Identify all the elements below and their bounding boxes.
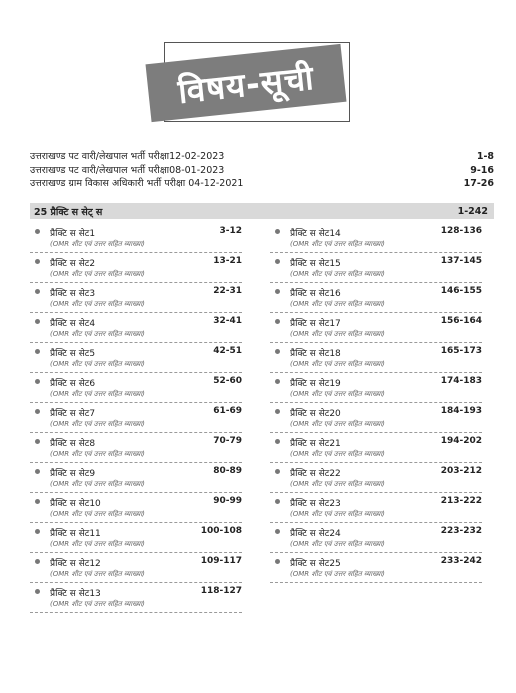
practice-set-pages: 128-136 [440, 226, 482, 236]
exam-pages: 17-26 [463, 178, 494, 189]
bullet-icon [35, 259, 40, 264]
practice-set-title: प्रैक्टि स सेट13 [50, 589, 101, 599]
practice-set-item[interactable] [270, 343, 482, 373]
practice-set-item[interactable] [30, 433, 242, 463]
practice-set-title: प्रैक्टि स सेट11 [50, 529, 101, 539]
practice-set-pages: 52-60 [213, 376, 242, 386]
practice-set-item[interactable] [30, 343, 242, 373]
practice-set-title: प्रैक्टि स सेट4 [50, 319, 96, 329]
practice-set-subtitle: (OMR शीट एवं उत्तर सहित व्याख्या) [50, 420, 145, 428]
practice-set-item[interactable] [270, 523, 482, 553]
practice-set-item[interactable] [270, 493, 482, 523]
practice-set-title: प्रैक्टि स सेट2 [50, 259, 96, 269]
practice-set-subtitle: (OMR शीट एवं उत्तर सहित व्याख्या) [290, 540, 385, 548]
practice-set-title: प्रैक्टि स सेट7 [50, 409, 96, 419]
bullet-icon [35, 409, 40, 414]
practice-set-title: प्रैक्टि स सेट24 [290, 529, 341, 539]
practice-set-title: प्रैक्टि स सेट16 [290, 289, 341, 299]
practice-set-item[interactable] [30, 583, 242, 613]
practice-set-item[interactable] [270, 313, 482, 343]
section-header [30, 203, 494, 219]
practice-set-title: प्रैक्टि स सेट17 [290, 319, 341, 329]
practice-set-title: प्रैक्टि स सेट3 [50, 289, 96, 299]
practice-set-pages: 13-21 [213, 256, 242, 266]
practice-set-subtitle: (OMR शीट एवं उत्तर सहित व्याख्या) [290, 480, 385, 488]
bullet-icon [275, 559, 280, 564]
practice-set-pages: 70-79 [213, 436, 242, 446]
practice-set-subtitle: (OMR शीट एवं उत्तर सहित व्याख्या) [50, 390, 145, 398]
practice-set-title: प्रैक्टि स सेट15 [290, 259, 341, 269]
practice-set-item[interactable] [30, 283, 242, 313]
bullet-icon [35, 439, 40, 444]
bullet-icon [35, 349, 40, 354]
bullet-icon [275, 529, 280, 534]
exam-pages: 9-16 [470, 164, 494, 176]
practice-set-pages: 233-242 [440, 556, 482, 566]
bullet-icon [35, 529, 40, 534]
practice-set-item[interactable] [270, 223, 482, 253]
practice-set-subtitle: (OMR शीट एवं उत्तर सहित व्याख्या) [290, 570, 385, 578]
practice-set-title: प्रैक्टि स सेट18 [290, 349, 341, 359]
practice-set-pages: 118-127 [200, 586, 242, 596]
bullet-icon [35, 319, 40, 324]
exam-pages: 1-8 [476, 151, 494, 162]
practice-set-title: प्रैक्टि स सेट12 [50, 559, 101, 569]
practice-set-title: प्रैक्टि स सेट5 [50, 349, 96, 359]
practice-set-title: प्रैक्टि स सेट22 [290, 469, 341, 479]
practice-set-pages: 174-183 [440, 376, 482, 386]
practice-set-subtitle: (OMR शीट एवं उत्तर सहित व्याख्या) [50, 270, 145, 278]
practice-set-title: प्रैक्टि स सेट1 [50, 229, 96, 239]
bullet-icon [275, 469, 280, 474]
practice-set-pages: 61-69 [213, 406, 242, 416]
practice-set-item[interactable] [270, 283, 482, 313]
practice-set-pages: 223-232 [440, 526, 482, 536]
practice-set-subtitle: (OMR शीट एवं उत्तर सहित व्याख्या) [50, 510, 145, 518]
practice-set-item[interactable] [270, 403, 482, 433]
bullet-icon [35, 229, 40, 234]
practice-set-title: प्रैक्टि स सेट6 [50, 379, 96, 389]
practice-set-subtitle: (OMR शीट एवं उत्तर सहित व्याख्या) [290, 240, 385, 248]
practice-set-item[interactable] [30, 403, 242, 433]
practice-set-pages: 165-173 [440, 346, 482, 356]
practice-set-subtitle: (OMR शीट एवं उत्तर सहित व्याख्या) [290, 510, 385, 518]
practice-set-subtitle: (OMR शीट एवं उत्तर सहित व्याख्या) [50, 360, 145, 368]
practice-set-subtitle: (OMR शीट एवं उत्तर सहित व्याख्या) [50, 540, 145, 548]
practice-set-title: प्रैक्टि स सेट25 [290, 559, 341, 569]
practice-set-pages: 194-202 [440, 436, 482, 446]
practice-set-subtitle: (OMR शीट एवं उत्तर सहित व्याख्या) [290, 330, 385, 338]
bullet-icon [275, 409, 280, 414]
practice-sets-right-column [270, 223, 482, 583]
practice-set-pages: 184-193 [440, 406, 482, 416]
bullet-icon [275, 499, 280, 504]
section-title: 25 प्रैक्टि स सेट् स [34, 206, 103, 218]
bullet-icon [275, 439, 280, 444]
practice-set-subtitle: (OMR शीट एवं उत्तर सहित व्याख्या) [50, 330, 145, 338]
bullet-icon [35, 499, 40, 504]
practice-set-subtitle: (OMR शीट एवं उत्तर सहित व्याख्या) [290, 300, 385, 308]
practice-set-pages: 3-12 [219, 226, 242, 236]
exam-list [30, 150, 494, 191]
practice-set-item[interactable] [270, 373, 482, 403]
practice-set-subtitle: (OMR शीट एवं उत्तर सहित व्याख्या) [50, 240, 145, 248]
practice-set-subtitle: (OMR शीट एवं उत्तर सहित व्याख्या) [50, 450, 145, 458]
practice-set-title: प्रैक्टि स सेट19 [290, 379, 341, 389]
practice-set-item[interactable] [30, 463, 242, 493]
practice-set-pages: 213-222 [440, 496, 482, 506]
bullet-icon [35, 559, 40, 564]
practice-sets-left-column [30, 223, 242, 613]
practice-set-item[interactable] [270, 253, 482, 283]
practice-set-item[interactable] [270, 553, 482, 583]
practice-set-title: प्रैक्टि स सेट10 [50, 499, 101, 509]
practice-set-subtitle: (OMR शीट एवं उत्तर सहित व्याख्या) [50, 570, 145, 578]
practice-set-pages: 32-41 [213, 316, 242, 326]
bullet-icon [275, 319, 280, 324]
practice-set-subtitle: (OMR शीट एवं उत्तर सहित व्याख्या) [290, 450, 385, 458]
practice-set-pages: 42-51 [213, 346, 242, 356]
bullet-icon [275, 379, 280, 384]
practice-set-pages: 22-31 [213, 286, 242, 296]
section-pages: 1-242 [457, 205, 488, 217]
practice-set-pages: 146-155 [440, 286, 482, 296]
practice-set-title: प्रैक्टि स सेट14 [290, 229, 341, 239]
practice-set-item[interactable] [270, 433, 482, 463]
practice-set-title: प्रैक्टि स सेट8 [50, 439, 96, 449]
practice-set-subtitle: (OMR शीट एवं उत्तर सहित व्याख्या) [290, 420, 385, 428]
exam-row[interactable] [30, 177, 494, 191]
practice-set-item[interactable] [30, 253, 242, 283]
practice-set-subtitle: (OMR शीट एवं उत्तर सहित व्याख्या) [50, 600, 145, 608]
practice-set-pages: 203-212 [440, 466, 482, 476]
practice-set-subtitle: (OMR शीट एवं उत्तर सहित व्याख्या) [50, 480, 145, 488]
practice-set-item[interactable] [30, 493, 242, 523]
practice-set-pages: 156-164 [440, 316, 482, 326]
practice-set-item[interactable] [30, 553, 242, 583]
practice-set-subtitle: (OMR शीट एवं उत्तर सहित व्याख्या) [50, 300, 145, 308]
bullet-icon [275, 289, 280, 294]
bullet-icon [35, 379, 40, 384]
bullet-icon [35, 289, 40, 294]
practice-set-pages: 90-99 [213, 496, 242, 506]
exam-name: उत्तराखण्ड पट वारी/लेखपाल भर्ती परीक्षा08-01-2023 [30, 164, 225, 176]
bullet-icon [275, 259, 280, 264]
practice-set-item[interactable] [30, 523, 242, 553]
practice-set-subtitle: (OMR शीट एवं उत्तर सहित व्याख्या) [290, 390, 385, 398]
practice-set-subtitle: (OMR शीट एवं उत्तर सहित व्याख्या) [290, 270, 385, 278]
practice-set-item[interactable] [30, 313, 242, 343]
practice-set-pages: 80-89 [213, 466, 242, 476]
practice-set-item[interactable] [270, 463, 482, 493]
exam-row[interactable] [30, 164, 494, 178]
practice-set-title: प्रैक्टि स सेट20 [290, 409, 341, 419]
practice-set-pages: 109-117 [200, 556, 242, 566]
bullet-icon [35, 469, 40, 474]
practice-set-title: प्रैक्टि स सेट23 [290, 499, 341, 509]
practice-set-title: प्रैक्टि स सेट9 [50, 469, 96, 479]
bullet-icon [275, 349, 280, 354]
practice-set-item[interactable] [30, 373, 242, 403]
practice-set-pages: 100-108 [200, 526, 242, 536]
exam-name: उत्तराखण्ड ग्राम विकास अधिकारी भर्ती परीक्षा 04-12-2021 [30, 178, 244, 189]
practice-set-title: प्रैक्टि स सेट21 [290, 439, 341, 449]
page-title: विषय-सूची [176, 57, 317, 111]
practice-set-pages: 137-145 [440, 256, 482, 266]
practice-set-item[interactable] [30, 223, 242, 253]
bullet-icon [275, 229, 280, 234]
practice-set-subtitle: (OMR शीट एवं उत्तर सहित व्याख्या) [290, 360, 385, 368]
exam-row[interactable] [30, 150, 494, 164]
exam-name: उत्तराखण्ड पट वारी/लेखपाल भर्ती परीक्षा12-02-2023 [30, 151, 225, 162]
bullet-icon [35, 589, 40, 594]
